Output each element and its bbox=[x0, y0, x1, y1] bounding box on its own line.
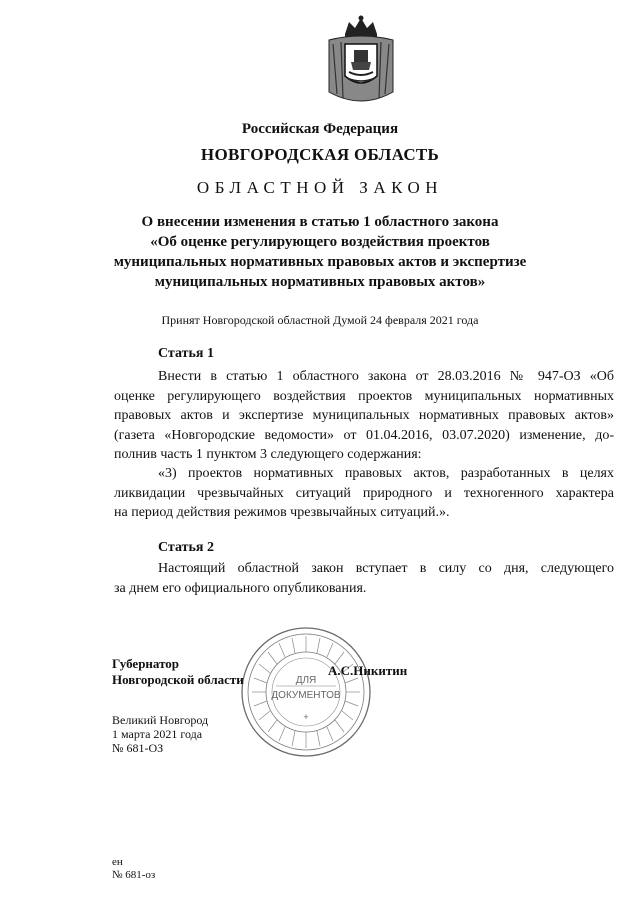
paragraph-line: Настоящий областной закон вступает в силу со дня, следующего bbox=[158, 561, 614, 576]
article-1-paragraph-2 bbox=[114, 464, 614, 523]
coat-of-arms-emblem bbox=[323, 14, 399, 106]
svg-text:+: + bbox=[303, 712, 309, 722]
paragraph-line: ликвидации чрезвычайных ситуаций природного и техногенного характера bbox=[114, 485, 614, 501]
stamp-label-line-1: ДЛЯ bbox=[295, 675, 317, 686]
stamp-label-line-2: ДОКУМЕНТОВ bbox=[271, 690, 341, 701]
article-2-paragraph bbox=[114, 559, 614, 598]
country-name: Российская Федерация bbox=[241, 121, 399, 137]
signatory-name: А.С.Никитин bbox=[328, 663, 408, 678]
signatory-title-line: Новгородской области bbox=[112, 672, 244, 687]
law-number: № 681-ОЗ bbox=[112, 741, 164, 755]
region-name: НОВГОРОДСКАЯ ОБЛАСТЬ bbox=[200, 145, 440, 164]
law-title-line: «Об оценке регулирующего воздействия проектов bbox=[150, 234, 490, 250]
paragraph-line: оценке регулирующего воздействия проектов муниципальных нормативных bbox=[114, 388, 614, 404]
paragraph-line: на период действия режимов чрезвычайных ситуаций.». bbox=[114, 505, 450, 520]
footer-note bbox=[112, 856, 155, 882]
article-2-heading: Статья 2 bbox=[158, 540, 214, 555]
signing-date: 1 марта 2021 года bbox=[112, 727, 203, 741]
place-date-number bbox=[112, 713, 208, 755]
adoption-note: Принят Новгородской областной Думой 24 февраля 2021 года bbox=[161, 313, 479, 327]
paragraph-line: Внести в статью 1 областного закона от 28.03.2016 № 947-ОЗ «Об bbox=[158, 369, 614, 384]
law-title bbox=[0, 212, 640, 292]
paragraph-line: «3) проектов нормативных правовых актов, разработанных в целях bbox=[158, 466, 614, 481]
signatory-title bbox=[112, 656, 244, 688]
paragraph-line: правовых актов и экспертизе муниципальных нормативных правовых актов» bbox=[114, 408, 614, 423]
footer-number: № 681-оз bbox=[112, 869, 156, 881]
law-title-line: муниципальных нормативных правовых актов» bbox=[154, 274, 486, 290]
law-type: ОБЛАСТНОЙ ЗАКОН bbox=[196, 178, 444, 197]
law-title-line: О внесении изменения в статью 1 областного закона bbox=[141, 214, 499, 230]
footer-initials: ен bbox=[112, 856, 123, 868]
article-1-heading: Статья 1 bbox=[158, 346, 214, 361]
article-1-paragraph-1 bbox=[114, 367, 614, 465]
official-stamp bbox=[238, 624, 374, 760]
city: Великий Новгород bbox=[112, 713, 209, 727]
paragraph-line: (газета «Новгородские ведомости» от 01.04.2016, 03.07.2020) изменение, до- bbox=[114, 427, 614, 443]
paragraph-line: полнив часть 1 пунктом 3 следующего содержания: bbox=[114, 447, 422, 462]
paragraph-line: за днем его официального опубликования. bbox=[114, 580, 367, 596]
law-title-line: муниципальных нормативных правовых актов и экспертизе bbox=[113, 254, 527, 270]
signatory-title-line: Губернатор bbox=[112, 656, 180, 671]
